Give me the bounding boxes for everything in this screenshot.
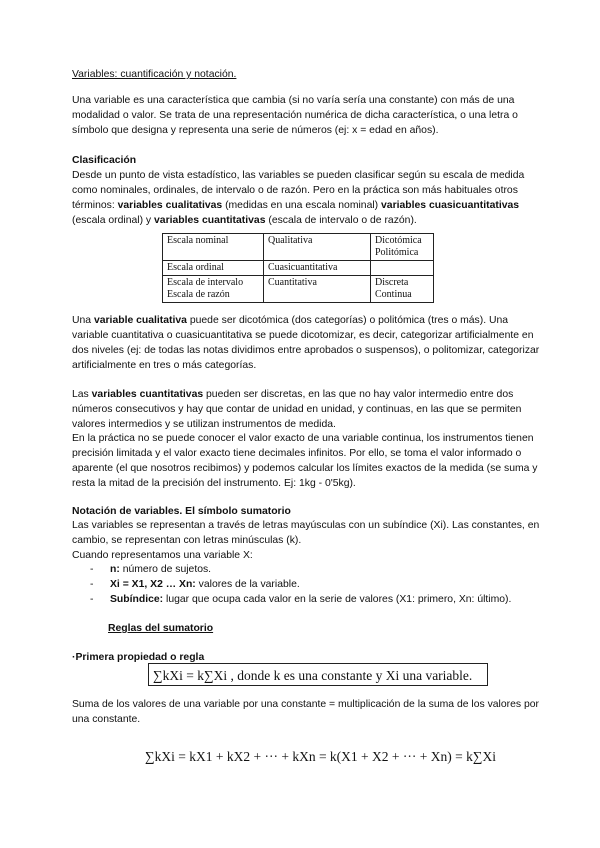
list-item-text: lugar que ocupa cada valor en la serie de valores (X1: primero, Xn: último). (166, 594, 512, 605)
notacion-list (90, 562, 560, 607)
scales-table (162, 233, 434, 303)
list-item (90, 562, 560, 577)
table-row (163, 276, 434, 303)
table-cell (371, 234, 434, 261)
list-item-text: número de sujetos. (122, 564, 212, 575)
table-row (163, 234, 434, 261)
cell-line: Continua (375, 289, 412, 300)
table-cell: Cuantitativa (264, 276, 371, 303)
continuas-paragraph: En la práctica no se puede conocer el valor exacto de una variable continua, los instrumentos tienen precisión limitada y el valor exacto tiene decimales infinitos. Por ello, se toma el valor informado o aparente (el que nosotros recibimos) y podemos calcular los límites exactos de la medida (se suma y resta la mitad de la precisión del instrumento. Ej: 1kg - 0'5kg). (72, 433, 538, 489)
formula-rule-one: ∑kXi = k∑Xi , donde k es una constante y Xi una variable. (148, 663, 488, 686)
list-item-text: valores de la variable. (198, 579, 300, 590)
table-cell: Escala ordinal (163, 261, 264, 276)
para3-text-a: Las (72, 389, 89, 400)
clasificacion-text-1: Desde un punto de vista estadístico, las variables se pueden clasificar según su escala de medida como nominales, ordinales, de intervalo o de razón. Pero en la práctica son más habituales otros términos: (72, 170, 525, 211)
term-variables-cuantitativas: variables cuantitativas (91, 389, 204, 400)
cuantitativas-paragraph (72, 387, 542, 432)
clasificacion-heading: Clasificación (72, 155, 137, 166)
para3-text-c: pueden ser discretas, en las que no hay valor intermedio entre dos números consecutivos y hay que contar de unidad en unidad, y continuas, en las que se permiten valores intermedios y se utilizan instrumentos de medida. (72, 389, 522, 430)
table-cell (163, 276, 264, 303)
list-item-term: n: (110, 564, 120, 575)
clasificacion-text-4: (escala de intervalo o de razón). (268, 215, 417, 226)
first-rule-label: ·Primera propiedad o regla (72, 652, 205, 663)
cell-line: Discreta (375, 277, 409, 288)
table-cell: Cuasicuantitativa (264, 261, 371, 276)
term-cuantitativas: variables cuantitativas (154, 215, 266, 226)
para2-text-c: puede ser dicotómica (dos categorías) o politómica (tres o más). Una variable cuantitativa o cuasicuantitativa se puede dicotomizar, es decir, categorizar artificialmente en dos niveles (ej: de todas las notas dividimos entre aprobados o suspensos), o politomizar, categorizar artificialmente en tres o más categorías. (72, 315, 540, 371)
para2-text-a: Una (72, 315, 92, 326)
cell-line: Escala de intervalo (167, 277, 244, 288)
term-cuasicuantitativas: variables cuasicuantitativas (381, 200, 520, 211)
cell-line: Politómica (375, 247, 419, 258)
notacion-intro-line: Cuando representamos una variable X: (72, 550, 253, 561)
list-item-term: Subíndice: (110, 594, 164, 605)
table-cell: Qualitativa (264, 234, 371, 261)
term-variable-cualitativa: variable cualitativa (93, 315, 187, 326)
list-item (90, 577, 560, 592)
rule-description: Suma de los valores de una variable por una constante = multiplicación de la suma de los valores por una constante. (72, 699, 539, 725)
notacion-paragraph: Las variables se representan a través de letras mayúsculas con un subíndice (Xi). Las constantes, en cambio, se representan con letras minúsculas (k). (72, 520, 540, 546)
table-row (163, 261, 434, 276)
reglas-heading: Reglas del sumatorio (108, 623, 214, 634)
table-cell (371, 276, 434, 303)
notacion-heading: Notación de variables. El símbolo sumatorio (72, 506, 291, 517)
list-item (90, 592, 560, 607)
clasificacion-text-2: (medidas en una escala nominal) (225, 200, 379, 211)
doc-title: Variables: cuantificación y notación. (72, 69, 237, 80)
cell-line: Escala de razón (167, 289, 230, 300)
formula-expansion: ∑kXi = kX1 + kX2 + ··· + kXn = k(X1 + X2 + ··· + Xn) = k∑Xi (145, 749, 496, 764)
term-cualitativas: variables cualitativas (117, 200, 223, 211)
intro-paragraph: Una variable es una característica que cambia (si no varía sería una constante) con más de una modalidad o valor. Se trata de una representación numérica de dicha característica, o una letra o símbolo que designa y representa una serie de números (ej: x = edad en años). (72, 95, 518, 136)
table-cell: Escala nominal (163, 234, 264, 261)
clasificacion-text-3: (escala ordinal) y (72, 215, 152, 226)
list-item-term: Xi = X1, X2 … Xn: (110, 579, 196, 590)
clasificacion-paragraph (72, 168, 542, 228)
table-cell (371, 261, 434, 276)
cell-line: Dicotómica (375, 235, 422, 246)
cualitativa-paragraph (72, 313, 542, 373)
